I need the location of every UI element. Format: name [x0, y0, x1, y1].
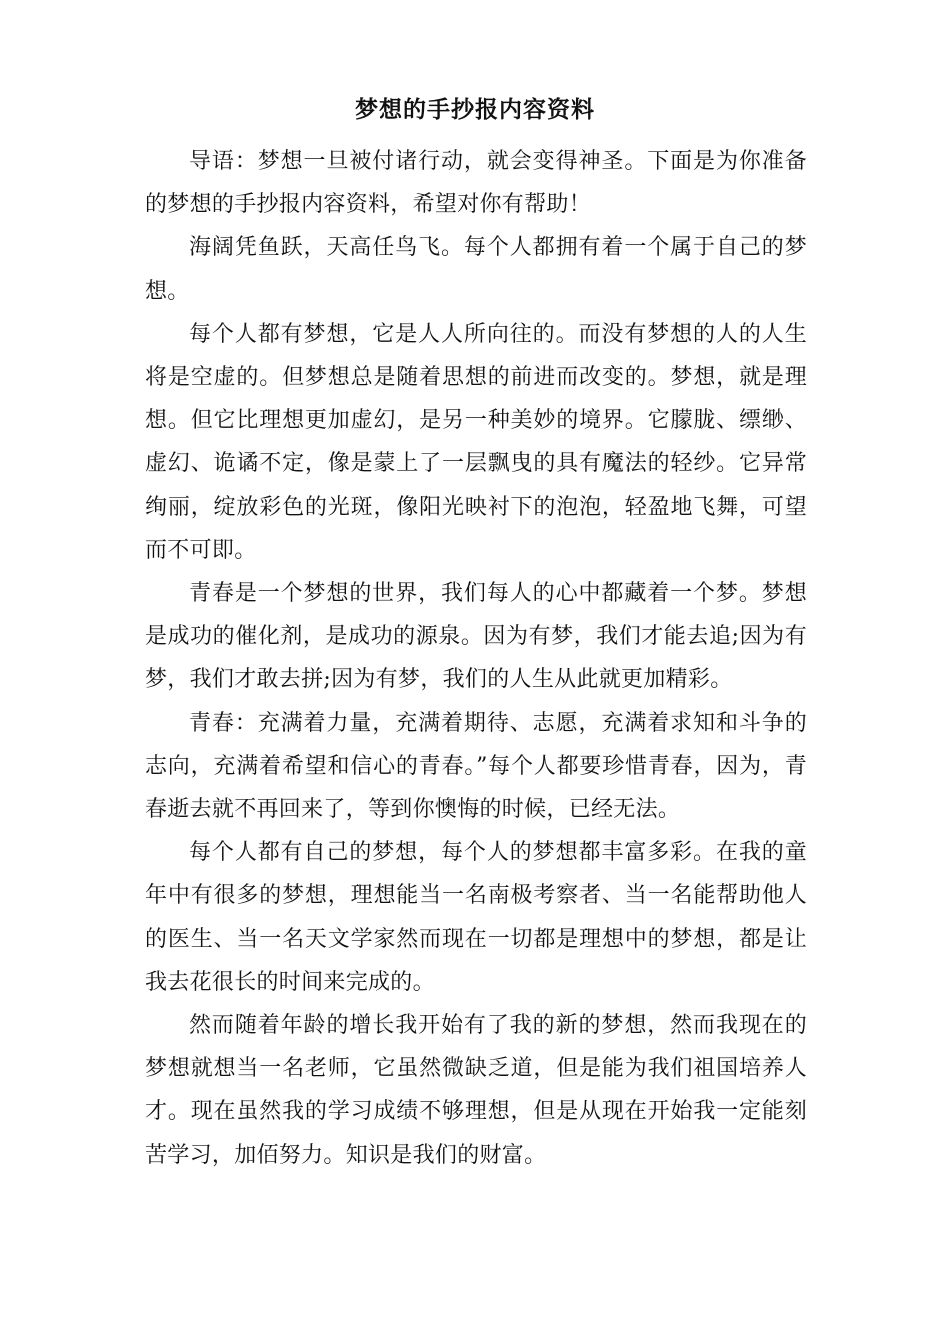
paragraph: 青春是一个梦想的世界，我们每人的心中都藏着一个梦。梦想是成功的催化剂，是成功的源泉。因为有梦，我们才能去追;因为有梦，我们才敢去拼;因为有梦，我们的人生从此就更加精彩。 — [145, 581, 807, 693]
paragraph: 海阔凭鱼跃，天高任鸟飞。每个人都拥有着一个属于自己的梦想。 — [145, 235, 807, 304]
paragraph: 青春：充满着力量，充满着期待、志愿，充满着求知和斗争的志向，充满着希望和信心的青春。”每个人都要珍惜青春，因为，青春逝去就不再回来了，等到你懊悔的时候，已经无法。 — [145, 710, 807, 823]
paragraph: 每个人都有自己的梦想，每个人的梦想都丰富多彩。在我的童年中有很多的梦想，理想能当一名南极考察者、当一名能帮助他人的医生、当一名天文学家然而现在一切都是理想中的梦想，都是让我去花很长的时间来完成的。 — [145, 840, 807, 995]
document-title: 梦想的手抄报内容资料 — [355, 96, 595, 123]
paragraph: 每个人都有梦想，它是人人所向往的。而没有梦想的人的人生将是空虚的。但梦想总是随着思想的前进而改变的。梦想，就是理想。但它比理想更加虚幻，是另一种美妙的境界。它朦胧、缥缈、虚幻、诡谲不定，像是蒙上了一层飘曳的具有魔法的轻纱。它异常绚丽，绽放彩色的光斑，像阳光映衬下的泡泡，轻盈地飞舞，可望而不可即。 — [145, 321, 807, 563]
paragraph: 然而随着年龄的增长我开始有了我的新的梦想，然而我现在的梦想就想当一名老师，它虽然微缺乏道，但是能为我们祖国培养人才。现在虽然我的学习成绩不够理想，但是从现在开始我一定能刻苦学习，加佰努力。知识是我们的财富。 — [145, 1013, 807, 1168]
paragraph-intro: 导语：梦想一旦被付诸行动，就会变得神圣。下面是为你准备的梦想的手抄报内容资料，希望对你有帮助！ — [145, 149, 807, 218]
document-body — [145, 140, 807, 1177]
